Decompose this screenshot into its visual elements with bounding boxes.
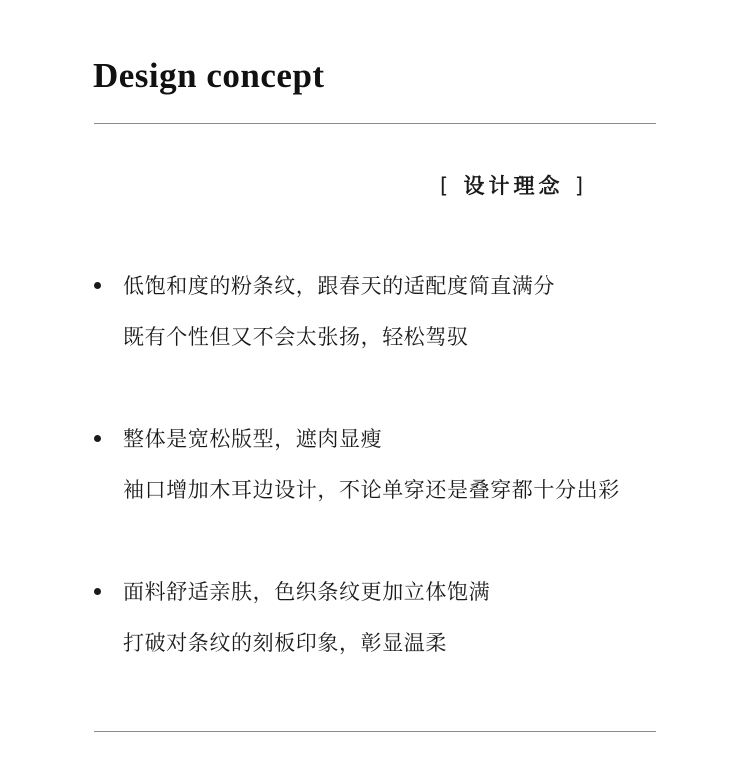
bullet-icon	[94, 435, 101, 442]
page-title: Design concept	[93, 56, 325, 95]
bullet-icon	[94, 588, 101, 595]
section-label	[440, 170, 587, 200]
feature-line: 低饱和度的粉条纹，跟春天的适配度简直满分	[123, 274, 555, 298]
feature-line: 打破对条纹的刻板印象，彰显温柔	[123, 631, 447, 655]
bullet-icon	[94, 282, 101, 289]
feature-line: 既有个性但又不会太张扬，轻松驾驭	[123, 325, 469, 349]
feature-line: 袖口增加木耳边设计，不论单穿还是叠穿都十分出彩	[123, 478, 620, 502]
feature-line: 面料舒适亲肤，色织条纹更加立体饱满	[123, 580, 491, 604]
section-label-open-bracket: [	[440, 174, 453, 198]
section-label-text: 设计理念	[463, 174, 564, 198]
feature-line: 整体是宽松版型，遮肉显瘦	[123, 427, 383, 451]
top-divider	[94, 123, 656, 124]
bottom-divider	[94, 731, 656, 732]
section-label-close-bracket: ]	[574, 174, 588, 198]
